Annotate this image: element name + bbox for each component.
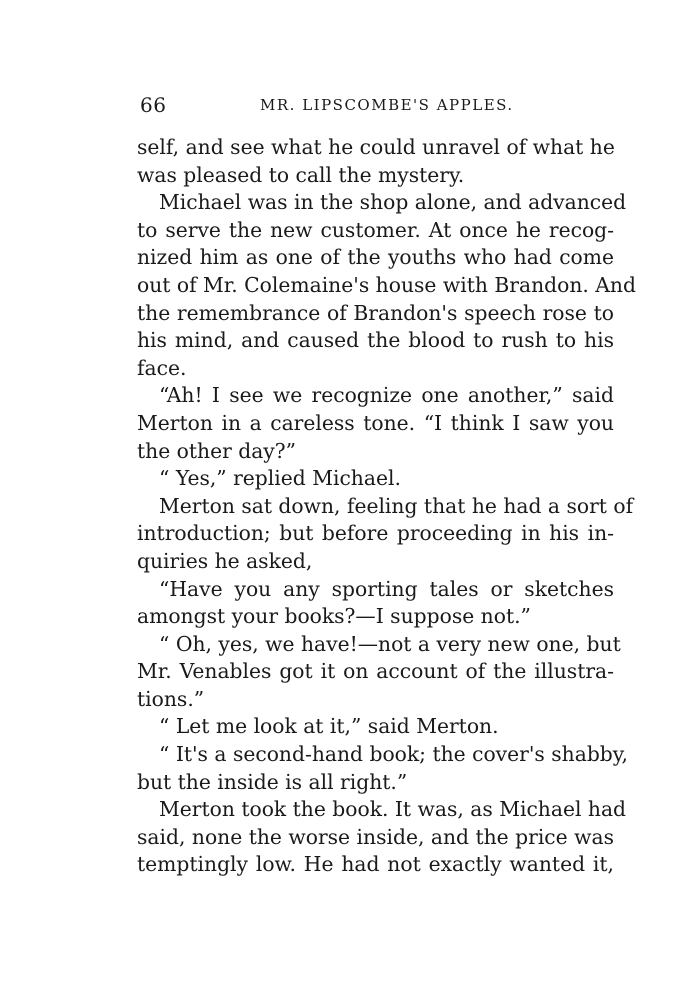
text-line: self, and see what he could unravel of what he (137, 135, 615, 159)
text-line: “ Let me look at it,” said Merton. (159, 714, 499, 739)
text-line: “Ah! I see we recognize one another,” said (159, 383, 614, 408)
text-line: “ Yes,” replied Michael. (159, 466, 401, 491)
text-line: was pleased to call the mystery. (137, 162, 465, 187)
text-line: Merton took the book. It was, as Michael had (159, 797, 627, 822)
text-line: Merton in a careless tone. “I think I saw you (137, 410, 614, 435)
text-line: quiries he asked, (137, 548, 313, 573)
text-line: the remembrance of Brandon's speech rose to (137, 300, 614, 325)
text-line: “ It's a second-hand book; the cover's shabby, (159, 742, 628, 767)
text-line: out of Mr. Colemaine's house with Brandon. And (137, 272, 636, 297)
text-line: the other day?” (137, 438, 297, 463)
running-head (140, 93, 615, 123)
text-line: temptingly low. He had not exactly wanted it, (137, 852, 614, 877)
text-line: “Have you any sporting tales or sketches (159, 576, 614, 601)
text-line: tions.” (137, 686, 205, 711)
text-line: face. (137, 355, 187, 380)
text-line: his mind, and caused the blood to rush to his (137, 328, 614, 353)
text-line: Merton sat down, feeling that he had a sort of (159, 493, 634, 518)
text-line: Mr. Venables got it on account of the illustra- (137, 659, 614, 684)
body-text (137, 134, 636, 879)
page-number: 66 (140, 93, 167, 117)
text-line: “ Oh, yes, we have!—not a very new one, but (159, 631, 621, 656)
text-line: but the inside is all right.” (137, 769, 408, 794)
running-title: MR. LIPSCOMBE'S APPLES. (260, 96, 514, 114)
text-line: introduction; but before proceeding in his in- (137, 521, 614, 546)
text-line: said, none the worse inside, and the price was (137, 824, 614, 849)
text-line: nized him as one of the youths who had come (137, 245, 614, 270)
text-line: amongst your books?—I suppose not.” (137, 604, 531, 629)
text-line: Michael was in the shop alone, and advanced (159, 190, 627, 215)
text-line: to serve the new customer. At once he recog- (137, 217, 614, 242)
